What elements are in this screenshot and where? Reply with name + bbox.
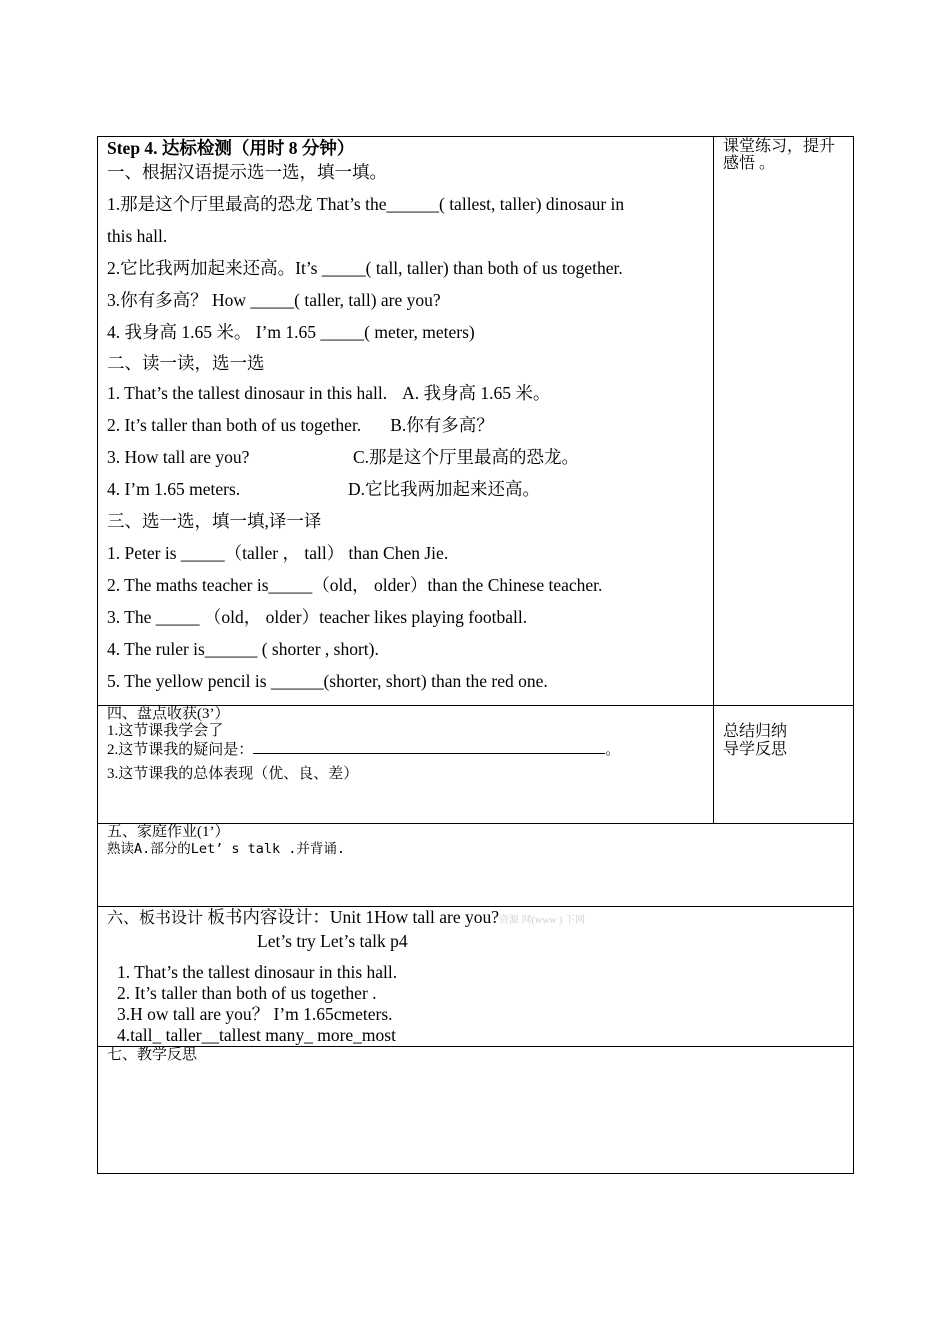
board-design-cell bbox=[98, 907, 854, 1047]
reflection-cell bbox=[98, 1047, 854, 1174]
part7-heading: 七、教学反思 bbox=[107, 1047, 198, 1063]
part3-item: 5. The yellow pencil is ______(shorter, short) than the red one. bbox=[107, 670, 548, 691]
part2-item-left: 1. That’s the tallest dinosaur in this hall. bbox=[107, 383, 388, 404]
part2-item bbox=[107, 378, 705, 410]
part2-item-right: A. 我身高 1.65 米。 bbox=[402, 383, 551, 404]
part2-item-right: C.那是这个厅里最高的恐龙。 bbox=[353, 447, 580, 468]
part3-item: 3. The _____ （old， older）teacher likes playing football. bbox=[107, 606, 528, 627]
part2-item bbox=[107, 474, 705, 506]
part1-question-4: 4. 我身高 1.65 米。 I’m 1.65 _____( meter, meters) bbox=[107, 321, 475, 342]
board-line: 4.tall_ taller__tallest many_ more_most bbox=[117, 1025, 396, 1045]
board-line: 1. That’s the tallest dinosaur in this hall. bbox=[117, 962, 398, 982]
part2-item-right: D.它比我两加起来还高。 bbox=[348, 479, 541, 500]
part2-heading: 二、读一读，选一选 bbox=[107, 353, 265, 374]
part6-title: 板书内容设计：Unit 1How tall are you? bbox=[203, 907, 500, 927]
exercise-cell bbox=[98, 137, 714, 706]
part3-item: 4. The ruler is______ ( shorter , short). bbox=[107, 638, 379, 659]
part2-item-left: 2. It’s taller than both of us together. bbox=[107, 415, 362, 436]
part2-item bbox=[107, 442, 705, 474]
part6-title-line bbox=[107, 907, 845, 931]
summary-note-cell bbox=[714, 706, 854, 824]
part3-item: 1. Peter is _____（taller ， tall） than Chen Jie. bbox=[107, 542, 449, 563]
part4-line-3: 3.这节课我的总体表现（优、良、差） bbox=[107, 766, 359, 782]
part5-content: 熟读A.部分的Let’ s talk .并背诵. bbox=[107, 841, 346, 857]
part6-subtitle: Let’s try Let’s talk p4 bbox=[257, 931, 408, 951]
step-title: Step 4. 达标检测（用时 8 分钟） bbox=[107, 138, 355, 158]
part1-question-3: 3.你有多高？ How _____( taller, tall) are you? bbox=[107, 289, 441, 310]
part3-item: 2. The maths teacher is_____（old， older）than the Chinese teacher. bbox=[107, 574, 603, 595]
part4-line-2 bbox=[107, 740, 705, 759]
board-line: 2. It’s taller than both of us together . bbox=[117, 983, 377, 1003]
summary-note-1: 总结归纳 bbox=[723, 723, 788, 740]
side-note: 课堂练习，提升感悟 。 bbox=[723, 138, 836, 172]
watermark: 资源 网(www ) 下网 bbox=[499, 915, 585, 926]
lesson-plan-table bbox=[97, 136, 854, 1174]
part1-question-1-cont: this hall. bbox=[107, 225, 168, 246]
homework-cell bbox=[98, 824, 854, 907]
lesson-plan-sheet bbox=[97, 136, 836, 1174]
part1-heading: 一、根据汉语提示选一选，填一填。 bbox=[107, 162, 387, 182]
part1-question-2: 2.它比我两加起来还高。It’s _____( tall, taller) than both of us together. bbox=[107, 257, 623, 278]
part2-item-left: 3. How tall are you? bbox=[107, 447, 250, 468]
part2-item bbox=[107, 410, 705, 442]
part4-line-2-label: 2.这节课我的疑问是： bbox=[107, 742, 254, 758]
board-line: 3.H ow tall are you？ I’m 1.65cmeters. bbox=[117, 1004, 393, 1024]
harvest-cell bbox=[98, 706, 714, 824]
part2-item-left: 4. I’m 1.65 meters. bbox=[107, 479, 241, 500]
part3-heading: 三、选一选，填一填,译一译 bbox=[107, 511, 322, 532]
summary-note-2: 导学反思 bbox=[723, 741, 788, 758]
part2-item-right: B.你有多高？ bbox=[390, 415, 494, 436]
part5-heading: 五、家庭作业(1’） bbox=[107, 824, 230, 840]
part6-heading: 六、板书设计 bbox=[107, 910, 204, 927]
answer-blank bbox=[253, 740, 605, 754]
part4-line-2-end: 。 bbox=[605, 742, 621, 758]
part1-question-1: 1.那是这个厅里最高的恐龙 That’s the______( tallest, taller) dinosaur in bbox=[107, 193, 625, 214]
side-note-cell bbox=[714, 137, 854, 706]
part4-heading: 四、盘点收获(3’） bbox=[107, 706, 230, 722]
part4-line-1: 1.这节课我学会了 bbox=[107, 723, 224, 739]
